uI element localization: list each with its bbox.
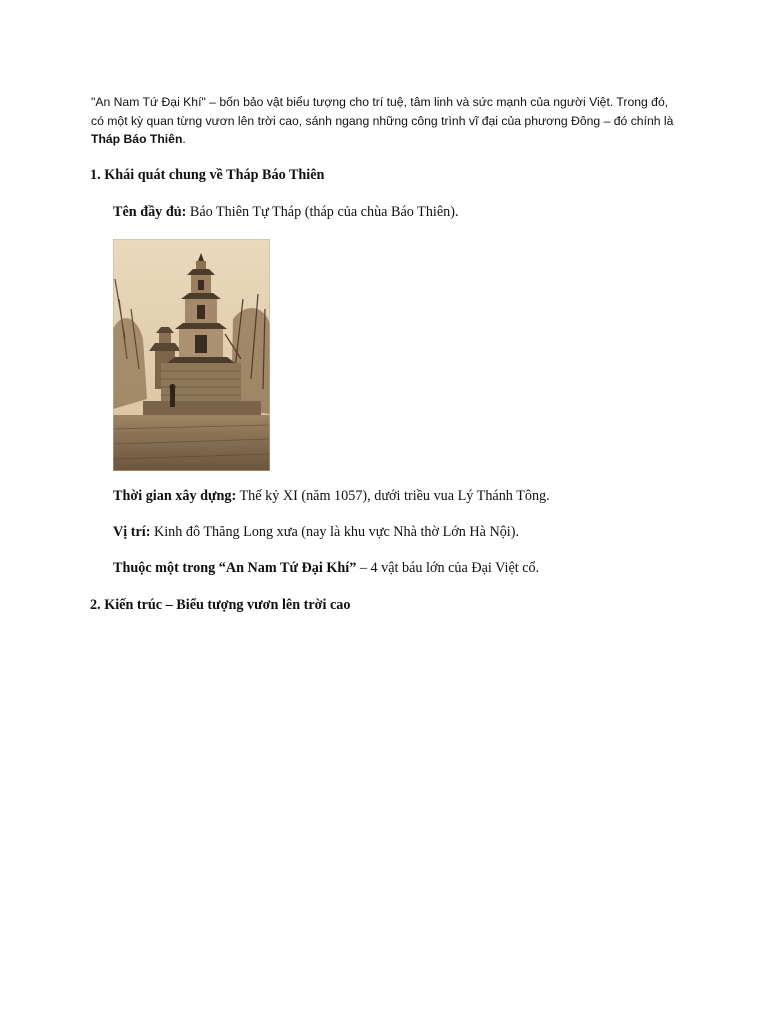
section-2-heading: 2. Kiến trúc – Biểu tượng vươn lên trời cao xyxy=(90,597,351,613)
pagoda-photo xyxy=(113,239,270,471)
four-treasures-line xyxy=(113,560,539,577)
section-1-heading: 1. Khái quát chung về Tháp Báo Thiên xyxy=(90,167,325,183)
four-treasures-value: – 4 vật báu lớn của Đại Việt cổ. xyxy=(356,560,540,576)
four-treasures-label: Thuộc một trong “An Nam Tứ Đại Khí” xyxy=(113,560,357,576)
location-line xyxy=(113,524,519,541)
full-name-label: Tên đầy đủ: xyxy=(113,204,187,220)
intro-bold-name: Tháp Báo Thiên xyxy=(91,132,183,146)
location-label: Vị trí: xyxy=(113,524,151,540)
intro-text: "An Nam Tứ Đại Khí" – bốn bảo vật biểu tượng cho trí tuệ, tâm linh và sức mạnh của người Việt. Trong đó, có một kỳ quan từng vươn lên trời cao, sánh ngang những công trình vĩ đại của phương Đông – đó chính là xyxy=(91,95,674,128)
construction-time-label: Thời gian xây dựng: xyxy=(113,488,237,504)
construction-time-value: Thế kỷ XI (năm 1057), dưới triều vua Lý Thánh Tông. xyxy=(236,488,550,504)
location-value: Kinh đô Thăng Long xưa (nay là khu vực Nhà thờ Lớn Hà Nội). xyxy=(150,524,520,540)
intro-paragraph xyxy=(91,93,681,149)
full-name-value: Báo Thiên Tự Tháp (tháp của chùa Báo Thiên). xyxy=(186,204,459,220)
construction-time-line xyxy=(113,488,550,505)
full-name-line xyxy=(113,204,459,221)
intro-end: . xyxy=(182,132,186,146)
